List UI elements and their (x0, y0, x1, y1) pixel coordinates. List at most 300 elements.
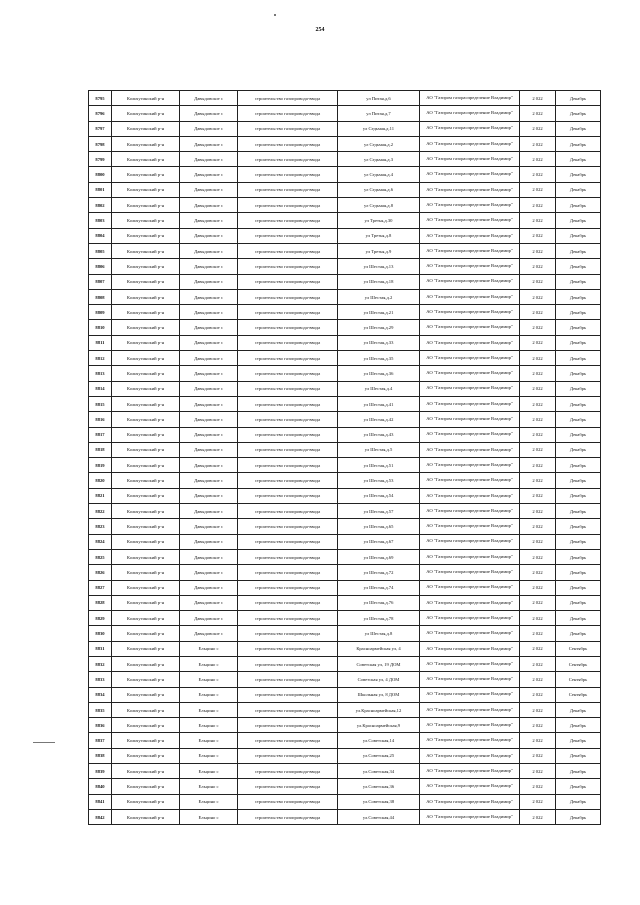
row-number-cell: 8802 (89, 198, 112, 213)
address-cell: ул Шестая,д.43 (338, 427, 420, 442)
district-cell: Кольчугинский р-н (112, 794, 180, 809)
row-number-cell: 8797 (89, 121, 112, 136)
page-number: 254 (315, 27, 325, 33)
district-cell: Кольчугинский р-н (112, 274, 180, 289)
row-number-cell: 8796 (89, 106, 112, 121)
month-cell: Сентябрь (556, 672, 601, 687)
settlement-cell: Давыдовское с (180, 534, 238, 549)
settlement-cell: Давыдовское с (180, 213, 238, 228)
year-cell: 2 022 (520, 136, 556, 151)
work-type-cell: строительство газопровода-ввода (238, 534, 338, 549)
settlement-cell: Давыдовское с (180, 442, 238, 457)
table-row (89, 764, 601, 779)
settlement-cell: Давыдовское с (180, 519, 238, 534)
organization-cell: АО "Газпром газораспределение Владимир" (420, 473, 520, 488)
month-cell: Декабрь (556, 794, 601, 809)
month-cell: Декабрь (556, 458, 601, 473)
organization-cell: АО "Газпром газораспределение Владимир" (420, 794, 520, 809)
address-cell: ул Шестая,д.4 (338, 381, 420, 396)
table-row (89, 534, 601, 549)
district-cell: Кольчугинский р-н (112, 182, 180, 197)
district-cell: Кольчугинский р-н (112, 289, 180, 304)
address-cell: ул.Советская,14 (338, 733, 420, 748)
work-type-cell: строительство газопровода-ввода (238, 320, 338, 335)
month-cell: Декабрь (556, 565, 601, 580)
district-cell: Кольчугинский р-н (112, 672, 180, 687)
work-type-cell: строительство газопровода-ввода (238, 595, 338, 610)
work-type-cell: строительство газопровода-ввода (238, 565, 338, 580)
month-cell: Декабрь (556, 91, 601, 106)
organization-cell: АО "Газпром газораспределение Владимир" (420, 198, 520, 213)
organization-cell: АО "Газпром газораспределение Владимир" (420, 91, 520, 106)
month-cell: Декабрь (556, 335, 601, 350)
district-cell: Кольчугинский р-н (112, 595, 180, 610)
address-cell: ул.Советская,36 (338, 779, 420, 794)
month-cell: Декабрь (556, 381, 601, 396)
organization-cell: АО "Газпром газораспределение Владимир" (420, 366, 520, 381)
row-number-cell: 8827 (89, 580, 112, 595)
organization-cell: АО "Газпром газораспределение Владимир" (420, 381, 520, 396)
district-cell: Кольчугинский р-н (112, 259, 180, 274)
organization-cell: АО "Газпром газораспределение Владимир" (420, 488, 520, 503)
row-number-cell: 8830 (89, 626, 112, 641)
row-number-cell: 8836 (89, 718, 112, 733)
settlement-cell: Давыдовское с (180, 504, 238, 519)
address-cell: ул.Советская,44 (338, 809, 420, 824)
year-cell: 2 022 (520, 718, 556, 733)
row-number-cell: 8810 (89, 320, 112, 335)
district-cell: Кольчугинский р-н (112, 152, 180, 167)
month-cell: Декабрь (556, 702, 601, 717)
organization-cell: АО "Газпром газораспределение Владимир" (420, 106, 520, 121)
settlement-cell: Давыдовское с (180, 167, 238, 182)
district-cell: Кольчугинский р-н (112, 519, 180, 534)
table-row (89, 488, 601, 503)
row-number-cell: 8832 (89, 656, 112, 671)
table-row (89, 91, 601, 106)
row-number-cell: 8814 (89, 381, 112, 396)
district-cell: Кольчугинский р-н (112, 320, 180, 335)
table-row (89, 320, 601, 335)
row-number-cell: 8833 (89, 672, 112, 687)
work-type-cell: строительство газопровода-ввода (238, 182, 338, 197)
organization-cell: АО "Газпром газораспределение Владимир" (420, 672, 520, 687)
table-row (89, 152, 601, 167)
address-cell: ул Шестая,д.13 (338, 259, 420, 274)
table-row (89, 366, 601, 381)
settlement-cell: Давыдовское с (180, 91, 238, 106)
organization-cell: АО "Газпром газораспределение Владимир" (420, 136, 520, 151)
address-cell: ул Третья,д.30 (338, 213, 420, 228)
settlement-cell: Ельцино с (180, 656, 238, 671)
year-cell: 2 022 (520, 488, 556, 503)
address-cell: ул Шестая,д.76 (338, 595, 420, 610)
year-cell: 2 022 (520, 595, 556, 610)
year-cell: 2 022 (520, 626, 556, 641)
organization-cell: АО "Газпром газораспределение Владимир" (420, 274, 520, 289)
district-cell: Кольчугинский р-н (112, 243, 180, 258)
settlement-cell: Ельцино с (180, 794, 238, 809)
organization-cell: АО "Газпром газораспределение Владимир" (420, 335, 520, 350)
year-cell: 2 022 (520, 764, 556, 779)
work-type-cell: строительство газопровода-ввода (238, 611, 338, 626)
year-cell: 2 022 (520, 335, 556, 350)
work-type-cell: строительство газопровода-ввода (238, 458, 338, 473)
month-cell: Декабрь (556, 412, 601, 427)
year-cell: 2 022 (520, 396, 556, 411)
district-cell: Кольчугинский р-н (112, 718, 180, 733)
district-cell: Кольчугинский р-н (112, 702, 180, 717)
work-type-cell: строительство газопровода-ввода (238, 779, 338, 794)
district-cell: Кольчугинский р-н (112, 396, 180, 411)
work-type-cell: строительство газопровода-ввода (238, 687, 338, 702)
year-cell: 2 022 (520, 748, 556, 763)
table-row (89, 228, 601, 243)
organization-cell: АО "Газпром газораспределение Владимир" (420, 748, 520, 763)
address-cell: ул Шестая,д.53 (338, 473, 420, 488)
year-cell: 2 022 (520, 366, 556, 381)
organization-cell: АО "Газпром газораспределение Владимир" (420, 656, 520, 671)
settlement-cell: Ельцино с (180, 748, 238, 763)
row-number-cell: 8824 (89, 534, 112, 549)
settlement-cell: Давыдовское с (180, 259, 238, 274)
row-number-cell: 8807 (89, 274, 112, 289)
row-number-cell: 8795 (89, 91, 112, 106)
month-cell: Декабрь (556, 549, 601, 564)
settlement-cell: Давыдовское с (180, 106, 238, 121)
district-cell: Кольчугинский р-н (112, 228, 180, 243)
district-cell: Кольчугинский р-н (112, 121, 180, 136)
settlement-cell: Ельцино с (180, 718, 238, 733)
year-cell: 2 022 (520, 565, 556, 580)
year-cell: 2 022 (520, 519, 556, 534)
district-cell: Кольчугинский р-н (112, 351, 180, 366)
year-cell: 2 022 (520, 182, 556, 197)
district-cell: Кольчугинский р-н (112, 748, 180, 763)
table-row (89, 442, 601, 457)
settlement-cell: Давыдовское с (180, 412, 238, 427)
organization-cell: АО "Газпром газораспределение Владимир" (420, 641, 520, 656)
row-number-cell: 8798 (89, 136, 112, 151)
district-cell: Кольчугинский р-н (112, 488, 180, 503)
row-number-cell: 8840 (89, 779, 112, 794)
organization-cell: АО "Газпром газораспределение Владимир" (420, 549, 520, 564)
work-type-cell: строительство газопровода-ввода (238, 764, 338, 779)
district-cell: Кольчугинский р-н (112, 565, 180, 580)
district-cell: Кольчугинский р-н (112, 549, 180, 564)
year-cell: 2 022 (520, 809, 556, 824)
organization-cell: АО "Газпром газораспределение Владимир" (420, 259, 520, 274)
year-cell: 2 022 (520, 121, 556, 136)
year-cell: 2 022 (520, 427, 556, 442)
table-row (89, 136, 601, 151)
district-cell: Кольчугинский р-н (112, 611, 180, 626)
address-cell: ул Шестая,д.69 (338, 549, 420, 564)
month-cell: Декабрь (556, 274, 601, 289)
month-cell: Декабрь (556, 473, 601, 488)
district-cell: Кольчугинский р-н (112, 442, 180, 457)
month-cell: Сентябрь (556, 687, 601, 702)
year-cell: 2 022 (520, 702, 556, 717)
work-type-cell: строительство газопровода-ввода (238, 672, 338, 687)
year-cell: 2 022 (520, 458, 556, 473)
district-cell: Кольчугинский р-н (112, 213, 180, 228)
address-cell: ул Седьмая,д.3 (338, 152, 420, 167)
organization-cell: АО "Газпром газораспределение Владимир" (420, 182, 520, 197)
work-type-cell: строительство газопровода-ввода (238, 549, 338, 564)
settlement-cell: Давыдовское с (180, 366, 238, 381)
district-cell: Кольчугинский р-н (112, 504, 180, 519)
row-number-cell: 8837 (89, 733, 112, 748)
work-type-cell: строительство газопровода-ввода (238, 504, 338, 519)
address-cell: ул.Красноармейская,9 (338, 718, 420, 733)
work-type-cell: строительство газопровода-ввода (238, 396, 338, 411)
table-row (89, 779, 601, 794)
month-cell: Декабрь (556, 228, 601, 243)
row-number-cell: 8822 (89, 504, 112, 519)
month-cell: Декабрь (556, 427, 601, 442)
organization-cell: АО "Газпром газораспределение Владимир" (420, 626, 520, 641)
settlement-cell: Давыдовское с (180, 488, 238, 503)
month-cell: Декабрь (556, 809, 601, 824)
year-cell: 2 022 (520, 504, 556, 519)
work-type-cell: строительство газопровода-ввода (238, 412, 338, 427)
row-number-cell: 8813 (89, 366, 112, 381)
row-number-cell: 8801 (89, 182, 112, 197)
settlement-cell: Давыдовское с (180, 182, 238, 197)
month-cell: Декабрь (556, 320, 601, 335)
table-row (89, 549, 601, 564)
address-cell: Красноармейская ул, 4 (338, 641, 420, 656)
table-row (89, 182, 601, 197)
table-row (89, 351, 601, 366)
row-number-cell: 8817 (89, 427, 112, 442)
table-row (89, 580, 601, 595)
year-cell: 2 022 (520, 198, 556, 213)
table-row (89, 809, 601, 824)
row-number-cell: 8809 (89, 305, 112, 320)
address-cell: ул Питая,д.6 (338, 91, 420, 106)
month-cell: Декабрь (556, 366, 601, 381)
table-row (89, 519, 601, 534)
table-row (89, 412, 601, 427)
work-type-cell: строительство газопровода-ввода (238, 121, 338, 136)
work-type-cell: строительство газопровода-ввода (238, 289, 338, 304)
address-cell: Советская ул, 4 ДОМ (338, 672, 420, 687)
address-cell: ул Седьмая,д.8 (338, 198, 420, 213)
work-type-cell: строительство газопровода-ввода (238, 580, 338, 595)
table-row (89, 672, 601, 687)
address-cell: ул Шестая,д.51 (338, 458, 420, 473)
settlement-cell: Давыдовское с (180, 611, 238, 626)
year-cell: 2 022 (520, 305, 556, 320)
row-number-cell: 8834 (89, 687, 112, 702)
organization-cell: АО "Газпром газораспределение Владимир" (420, 442, 520, 457)
month-cell: Декабрь (556, 213, 601, 228)
month-cell: Декабрь (556, 305, 601, 320)
row-number-cell: 8808 (89, 289, 112, 304)
table-row (89, 733, 601, 748)
work-type-cell: строительство газопровода-ввода (238, 641, 338, 656)
settlement-cell: Ельцино с (180, 702, 238, 717)
work-type-cell: строительство газопровода-ввода (238, 274, 338, 289)
organization-cell: АО "Газпром газораспределение Владимир" (420, 565, 520, 580)
year-cell: 2 022 (520, 106, 556, 121)
district-cell: Кольчугинский р-н (112, 198, 180, 213)
district-cell: Кольчугинский р-н (112, 656, 180, 671)
table-row (89, 794, 601, 809)
work-type-cell: строительство газопровода-ввода (238, 442, 338, 457)
table-row (89, 626, 601, 641)
row-number-cell: 8815 (89, 396, 112, 411)
district-cell: Кольчугинский р-н (112, 580, 180, 595)
work-type-cell: строительство газопровода-ввода (238, 656, 338, 671)
month-cell: Декабрь (556, 626, 601, 641)
table-row (89, 504, 601, 519)
address-cell: ул Шестая,д.74 (338, 580, 420, 595)
address-cell: Школьная ул, 8 ДОМ (338, 687, 420, 702)
district-cell: Кольчугинский р-н (112, 106, 180, 121)
settlement-cell: Ельцино с (180, 641, 238, 656)
settlement-cell: Давыдовское с (180, 121, 238, 136)
work-type-cell: строительство газопровода-ввода (238, 427, 338, 442)
district-cell: Кольчугинский р-н (112, 764, 180, 779)
month-cell: Декабрь (556, 718, 601, 733)
gas-connection-registry-table (88, 90, 601, 825)
organization-cell: АО "Газпром газораспределение Владимир" (420, 534, 520, 549)
row-number-cell: 8835 (89, 702, 112, 717)
month-cell: Декабрь (556, 396, 601, 411)
district-cell: Кольчугинский р-н (112, 534, 180, 549)
settlement-cell: Ельцино с (180, 809, 238, 824)
address-cell: ул Седьмая,д.2 (338, 136, 420, 151)
settlement-cell: Ельцино с (180, 687, 238, 702)
row-number-cell: 8838 (89, 748, 112, 763)
year-cell: 2 022 (520, 289, 556, 304)
district-cell: Кольчугинский р-н (112, 809, 180, 824)
work-type-cell: строительство газопровода-ввода (238, 106, 338, 121)
work-type-cell: строительство газопровода-ввода (238, 198, 338, 213)
year-cell: 2 022 (520, 611, 556, 626)
address-cell: ул Седьмая,д.11 (338, 121, 420, 136)
work-type-cell: строительство газопровода-ввода (238, 519, 338, 534)
settlement-cell: Давыдовское с (180, 473, 238, 488)
address-cell: ул Шестая,д.21 (338, 305, 420, 320)
settlement-cell: Давыдовское с (180, 549, 238, 564)
organization-cell: АО "Газпром газораспределение Владимир" (420, 702, 520, 717)
row-number-cell: 8839 (89, 764, 112, 779)
month-cell: Декабрь (556, 534, 601, 549)
district-cell: Кольчугинский р-н (112, 335, 180, 350)
work-type-cell: строительство газопровода-ввода (238, 167, 338, 182)
settlement-cell: Ельцино с (180, 764, 238, 779)
work-type-cell: строительство газопровода-ввода (238, 335, 338, 350)
address-cell: ул Шестая,д.67 (338, 534, 420, 549)
district-cell: Кольчугинский р-н (112, 733, 180, 748)
year-cell: 2 022 (520, 320, 556, 335)
district-cell: Кольчугинский р-н (112, 381, 180, 396)
month-cell: Декабрь (556, 106, 601, 121)
row-number-cell: 8803 (89, 213, 112, 228)
address-cell: ул.Советская,25 (338, 748, 420, 763)
year-cell: 2 022 (520, 580, 556, 595)
district-cell: Кольчугинский р-н (112, 427, 180, 442)
year-cell: 2 022 (520, 733, 556, 748)
year-cell: 2 022 (520, 152, 556, 167)
address-cell: ул Шестая,д.54 (338, 488, 420, 503)
year-cell: 2 022 (520, 91, 556, 106)
row-number-cell: 8811 (89, 335, 112, 350)
row-number-cell: 8826 (89, 565, 112, 580)
organization-cell: АО "Газпром газораспределение Владимир" (420, 764, 520, 779)
work-type-cell: строительство газопровода-ввода (238, 228, 338, 243)
organization-cell: АО "Газпром газораспределение Владимир" (420, 228, 520, 243)
work-type-cell: строительство газопровода-ввода (238, 152, 338, 167)
work-type-cell: строительство газопровода-ввода (238, 488, 338, 503)
row-number-cell: 8841 (89, 794, 112, 809)
organization-cell: АО "Газпром газораспределение Владимир" (420, 519, 520, 534)
month-cell: Декабрь (556, 779, 601, 794)
district-cell: Кольчугинский р-н (112, 136, 180, 151)
table-row (89, 473, 601, 488)
organization-cell: АО "Газпром газораспределение Владимир" (420, 396, 520, 411)
district-cell: Кольчугинский р-н (112, 687, 180, 702)
work-type-cell: строительство газопровода-ввода (238, 473, 338, 488)
address-cell: ул Шестая,д.29 (338, 320, 420, 335)
table-row (89, 458, 601, 473)
settlement-cell: Давыдовское с (180, 335, 238, 350)
settlement-cell: Давыдовское с (180, 565, 238, 580)
address-cell: ул Шестая,д.65 (338, 519, 420, 534)
settlement-cell: Давыдовское с (180, 228, 238, 243)
organization-cell: АО "Газпром газораспределение Владимир" (420, 504, 520, 519)
work-type-cell: строительство газопровода-ввода (238, 718, 338, 733)
district-cell: Кольчугинский р-н (112, 305, 180, 320)
address-cell: ул.Советская,38 (338, 794, 420, 809)
district-cell: Кольчугинский р-н (112, 779, 180, 794)
settlement-cell: Ельцино с (180, 779, 238, 794)
row-number-cell: 8821 (89, 488, 112, 503)
year-cell: 2 022 (520, 228, 556, 243)
table-row (89, 198, 601, 213)
year-cell: 2 022 (520, 794, 556, 809)
table-row (89, 121, 601, 136)
organization-cell: АО "Газпром газораспределение Владимир" (420, 611, 520, 626)
row-number-cell: 8828 (89, 595, 112, 610)
work-type-cell: строительство газопровода-ввода (238, 243, 338, 258)
organization-cell: АО "Газпром газораспределение Владимир" (420, 121, 520, 136)
district-cell: Кольчугинский р-н (112, 473, 180, 488)
table-row (89, 106, 601, 121)
organization-cell: АО "Газпром газораспределение Владимир" (420, 213, 520, 228)
year-cell: 2 022 (520, 381, 556, 396)
organization-cell: АО "Газпром газораспределение Владимир" (420, 289, 520, 304)
row-number-cell: 8842 (89, 809, 112, 824)
address-cell: ул Шестая,д.41 (338, 396, 420, 411)
month-cell: Декабрь (556, 167, 601, 182)
month-cell: Декабрь (556, 733, 601, 748)
month-cell: Декабрь (556, 289, 601, 304)
year-cell: 2 022 (520, 534, 556, 549)
organization-cell: АО "Газпром газораспределение Владимир" (420, 580, 520, 595)
organization-cell: АО "Газпром газораспределение Владимир" (420, 779, 520, 794)
table-row (89, 381, 601, 396)
address-cell: ул Шестая,д.8 (338, 626, 420, 641)
month-cell: Декабрь (556, 580, 601, 595)
district-cell: Кольчугинский р-н (112, 366, 180, 381)
work-type-cell: строительство газопровода-ввода (238, 351, 338, 366)
work-type-cell: строительство газопровода-ввода (238, 213, 338, 228)
